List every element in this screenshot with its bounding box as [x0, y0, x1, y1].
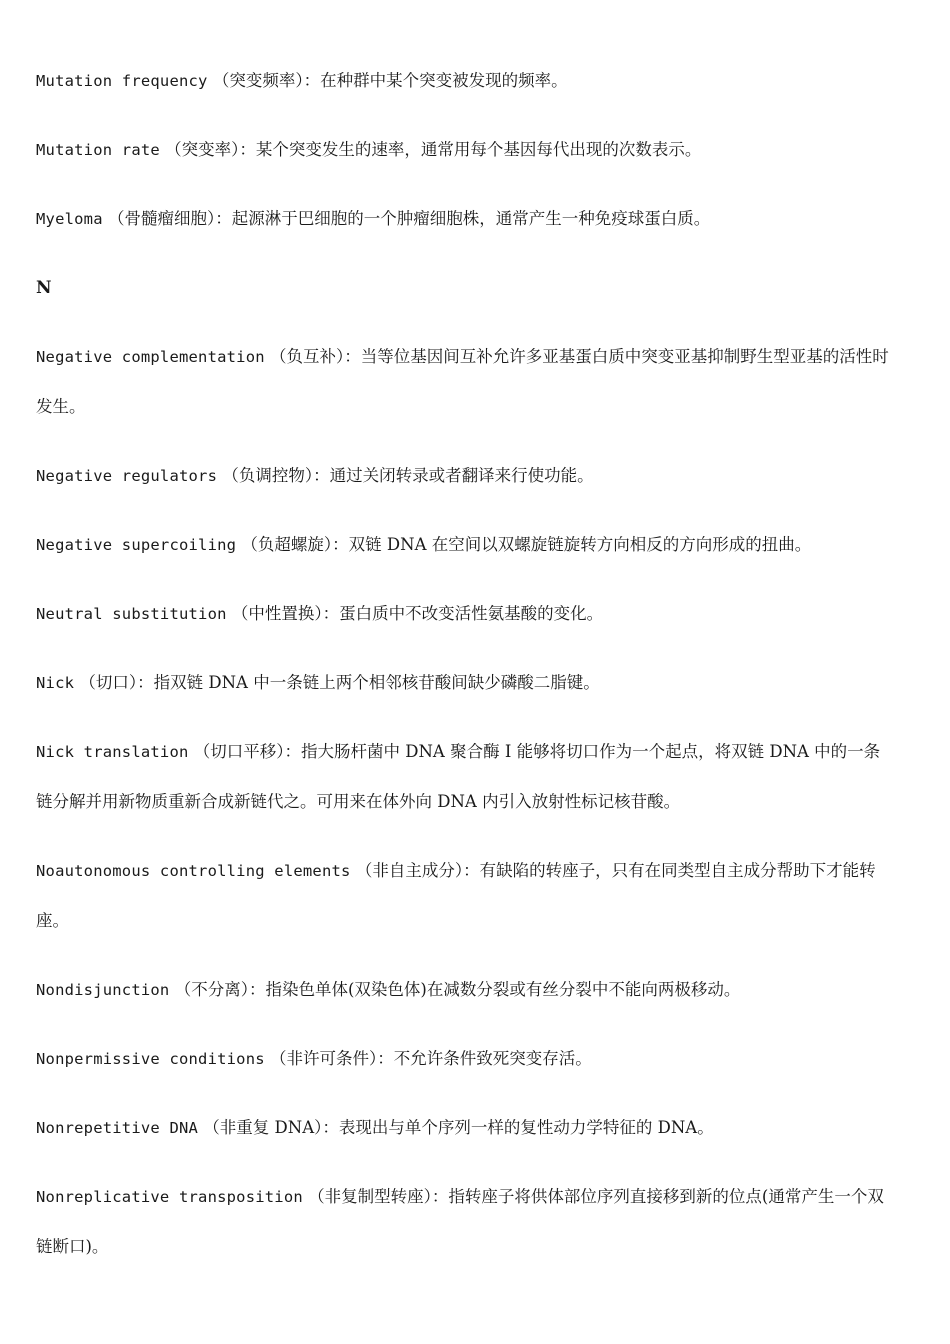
glossary-entry — [36, 451, 896, 501]
entry-term: Neutral substitution — [36, 605, 227, 623]
entry-definition: （突变频率）：在种群中某个突变被发现的频率。 — [212, 71, 568, 90]
entry-definition: （中性置换）：蛋白质中不改变活性氨基酸的变化。 — [231, 604, 604, 623]
glossary-entry — [36, 194, 896, 244]
entry-definition: （非许可条件）：不允许条件致死突变存活。 — [270, 1049, 592, 1068]
glossary-entry — [36, 125, 896, 175]
entry-definition: （非复制型转座）：指转座子将供体部位序列直接移到新的位点(通常产生一个双链断口)。 — [36, 1187, 884, 1256]
glossary-page — [36, 56, 896, 1291]
glossary-entry — [36, 965, 896, 1015]
glossary-entry — [36, 1172, 896, 1272]
entry-term: Noautonomous controlling elements — [36, 862, 351, 880]
glossary-entry — [36, 589, 896, 639]
entry-term: Nonpermissive conditions — [36, 1050, 265, 1068]
entry-term: Nick translation — [36, 743, 189, 761]
entry-term: Mutation frequency — [36, 72, 208, 90]
entry-term: Negative supercoiling — [36, 536, 237, 554]
entry-term: Nondisjunction — [36, 981, 170, 999]
entry-term: Nick — [36, 674, 75, 692]
entry-definition: （切口平移）：指大肠杆菌中 DNA 聚合酶 I 能够将切口作为一个起点，将双链 DNA 中的一条链分解并用新物质重新合成新链代之。可用来在体外向 DNA 内引入放射性标记核苷酸。 — [36, 742, 881, 811]
section-heading: N — [36, 278, 52, 298]
entry-definition: （切口）：指双链 DNA 中一条链上两个相邻核苷酸间缺少磷酸二脂键。 — [79, 673, 600, 692]
entry-definition: （负互补）：当等位基因间互补允许多亚基蛋白质中突变亚基抑制野生型亚基的活性时发生。 — [36, 347, 889, 416]
glossary-entry — [36, 727, 896, 827]
entry-term: Nonreplicative transposition — [36, 1188, 303, 1206]
entry-term: Nonrepetitive DNA — [36, 1119, 199, 1137]
glossary-entry — [36, 332, 896, 432]
glossary-entry — [36, 56, 896, 106]
entry-definition: （骨髓瘤细胞）：起源淋于巴细胞的一个肿瘤细胞株，通常产生一种免疫球蛋白质。 — [107, 209, 711, 228]
entry-definition: （非自主成分）：有缺陷的转座子，只有在同类型自主成分帮助下才能转座。 — [36, 861, 876, 930]
entry-definition: （不分离）：指染色单体(双染色体)在减数分裂或有丝分裂中不能向两极移动。 — [174, 980, 741, 999]
entry-definition: （非重复 DNA）：表现出与单个序列一样的复性动力学特征的 DNA。 — [203, 1118, 714, 1137]
entry-definition: （负调控物）：通过关闭转录或者翻译来行使功能。 — [222, 466, 594, 485]
glossary-entry — [36, 846, 896, 946]
glossary-entry — [36, 658, 896, 708]
glossary-entry — [36, 1034, 896, 1084]
entry-term: Negative complementation — [36, 348, 265, 366]
entry-term: Mutation rate — [36, 141, 160, 159]
entry-term: Negative regulators — [36, 467, 218, 485]
entry-term: Myeloma — [36, 210, 103, 228]
glossary-entry — [36, 520, 896, 570]
entry-definition: （负超螺旋）：双链 DNA 在空间以双螺旋链旋转方向相反的方向形成的扭曲。 — [241, 535, 812, 554]
glossary-entry — [36, 1103, 896, 1153]
entry-definition: （突变率）：某个突变发生的速率，通常用每个基因每代出现的次数表示。 — [165, 140, 702, 159]
